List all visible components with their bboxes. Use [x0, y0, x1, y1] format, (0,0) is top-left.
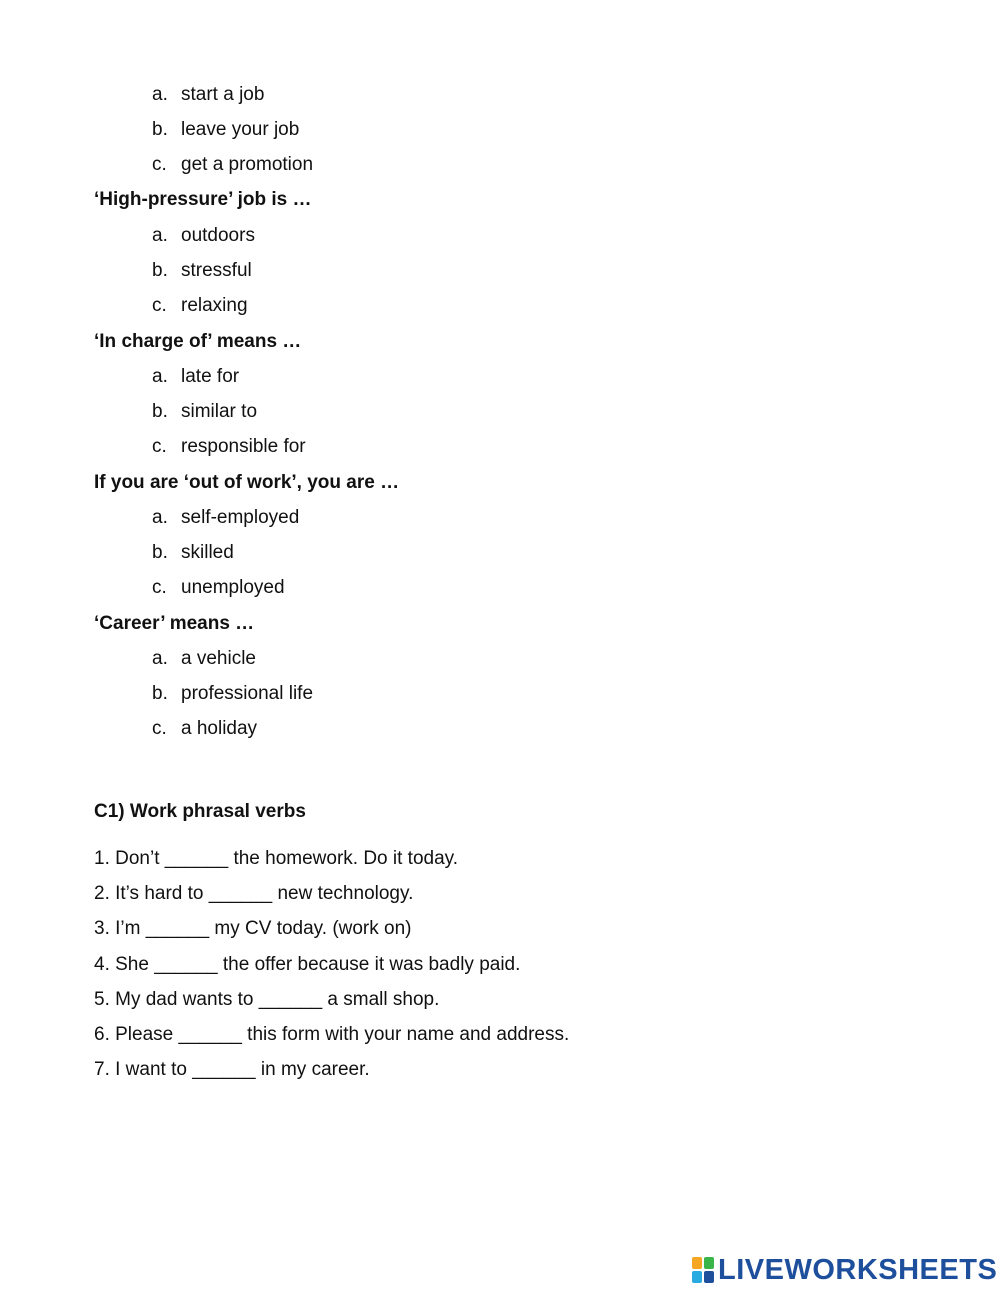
exercise-item[interactable]: 3. I’m ______ my CV today. (work on) — [94, 918, 412, 939]
option-text[interactable]: relaxing — [181, 295, 248, 316]
option-letter: a. — [152, 225, 168, 246]
option-text[interactable]: a holiday — [181, 718, 258, 739]
question-prompt: ‘High-pressure’ job is … — [94, 189, 312, 210]
section-title: C1) Work phrasal verbs — [94, 801, 306, 822]
exercise-item[interactable]: 1. Don’t ______ the homework. Do it today. — [94, 848, 459, 869]
option-text[interactable]: get a promotion — [181, 154, 314, 175]
option-letter: c. — [152, 718, 167, 739]
exercise-item[interactable]: 2. It’s hard to ______ new technology. — [94, 883, 414, 904]
liveworksheets-logo — [692, 1254, 997, 1286]
question-prompt: ‘Career’ means … — [94, 613, 255, 634]
logo-mark-icon — [692, 1257, 714, 1283]
option-text[interactable]: start a job — [181, 84, 265, 105]
exercise-item[interactable]: 6. Please ______ this form with your name and address. — [94, 1024, 570, 1045]
option-letter: a. — [152, 648, 168, 669]
exercise-item[interactable]: 5. My dad wants to ______ a small shop. — [94, 989, 440, 1010]
option-letter: b. — [152, 260, 168, 281]
question-prompt: If you are ‘out of work’, you are … — [94, 472, 400, 493]
question-prompt: ‘In charge of’ means … — [94, 331, 302, 352]
option-text[interactable]: unemployed — [181, 577, 285, 598]
exercise-item[interactable]: 4. She ______ the offer because it was badly paid. — [94, 954, 521, 975]
option-text[interactable]: responsible for — [181, 436, 306, 457]
option-text[interactable]: stressful — [181, 260, 252, 281]
option-letter: c. — [152, 295, 167, 316]
option-letter: a. — [152, 507, 168, 528]
option-letter: b. — [152, 683, 168, 704]
option-letter: a. — [152, 366, 168, 387]
option-text[interactable]: late for — [181, 366, 240, 387]
option-letter: c. — [152, 436, 167, 457]
option-text[interactable]: a vehicle — [181, 648, 256, 669]
option-letter: b. — [152, 401, 168, 422]
logo-text: LIVEWORKSHEETS — [718, 1254, 998, 1286]
option-letter: c. — [152, 154, 167, 175]
option-letter: b. — [152, 542, 168, 563]
option-text[interactable]: leave your job — [181, 119, 300, 140]
option-text[interactable]: skilled — [181, 542, 234, 563]
option-text[interactable]: self-employed — [181, 507, 300, 528]
option-text[interactable]: outdoors — [181, 225, 255, 246]
option-letter: c. — [152, 577, 167, 598]
option-letter: b. — [152, 119, 168, 140]
option-text[interactable]: similar to — [181, 401, 258, 422]
option-letter: a. — [152, 84, 168, 105]
exercise-item[interactable]: 7. I want to ______ in my career. — [94, 1059, 370, 1080]
option-text[interactable]: professional life — [181, 683, 314, 704]
